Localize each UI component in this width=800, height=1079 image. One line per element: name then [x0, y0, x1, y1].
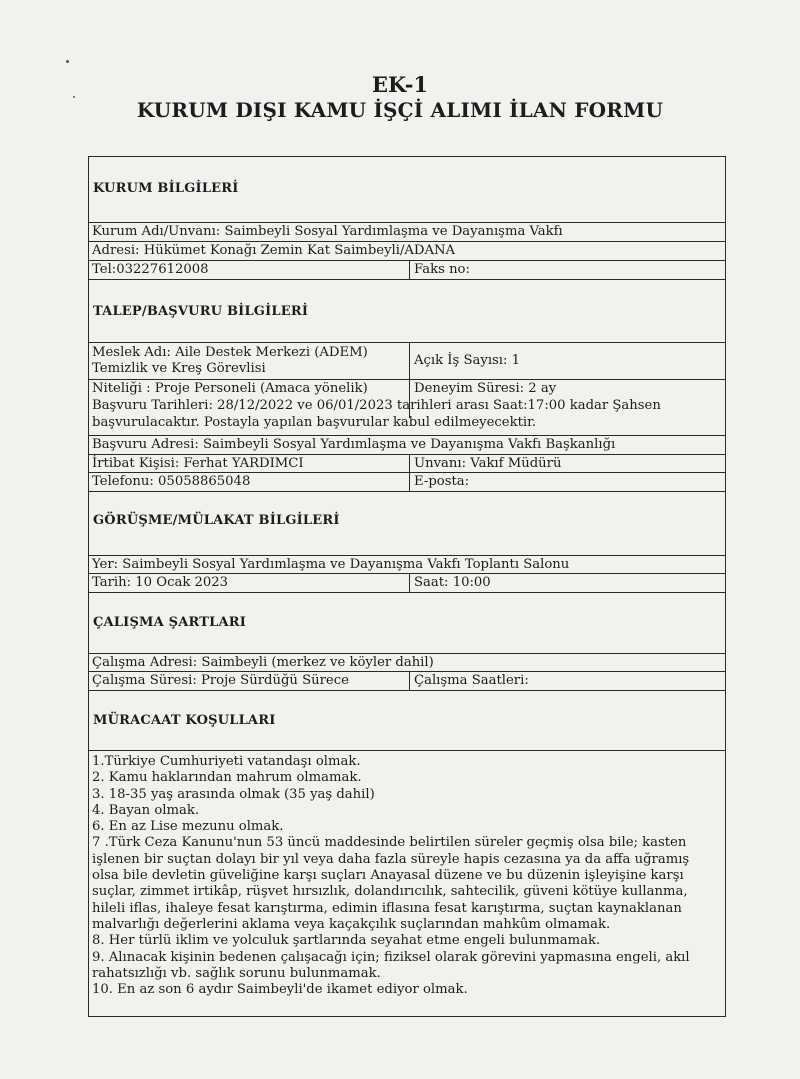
position-quality: Niteliği : Proje Personeli (Amaca yönelik) — [92, 381, 368, 396]
form-title: KURUM DIŞI KAMU İŞÇİ ALIMI İLAN FORMU — [136, 98, 664, 122]
condition-item: 8. Her türlü iklim ve yolculuk şartlarında seyahat etme engeli bulunmamak. — [92, 933, 601, 949]
application-address: Başvuru Adresi: Saimbeyli Sosyal Yardımlaşma ve Dayanışma Vakfı Başkanlığı — [92, 437, 616, 452]
row-divider — [89, 573, 725, 574]
institution-phone: Tel:03227612008 — [92, 262, 209, 277]
row-divider — [89, 260, 725, 261]
job-title-line1: Meslek Adı: Aile Destek Merkezi (ADEM) — [92, 345, 368, 360]
row-divider — [89, 222, 725, 223]
row-divider — [89, 241, 725, 242]
row-divider — [89, 690, 725, 691]
section-heading-talep: TALEP/BAŞVURU BİLGİLERİ — [93, 304, 309, 319]
work-hours: Çalışma Saatleri: — [414, 673, 529, 688]
row-divider — [89, 454, 725, 455]
open-positions: Açık İş Sayısı: 1 — [414, 353, 521, 368]
contact-person: İrtibat Kişisi: Ferhat YARDIMCI — [92, 456, 304, 471]
condition-item: 1.Türkiye Cumhuriyeti vatandaşı olmak. — [92, 754, 361, 769]
interview-place: Yer: Saimbeyli Sosyal Yardımlaşma ve Dayanışma Vakfı Toplantı Salonu — [92, 557, 570, 572]
condition-item: 3. 18-35 yaş arasında olmak (35 yaş dahil) — [92, 786, 375, 802]
condition-item: 7 .Türk Ceza Kanunu'nun 53 üncü maddesinde belirtilen süreler geçmiş olsa bile; kasten işlenen bir suçtan dolayı bir yıl veya daha fazla süreyle hapis cezasına ya da affa uğramış olsa bile devletin güveliğine karşı suçları Anayasal düzene ve bu düzenin işleyişine karşı suçlar, zimmet irtikâp, rüşvet hırsızlık, dolandırıcılık, sahtecilik, güveni kötüye kullanma, hileli iflas, ihaleye fesat karıştırma, edimin iflasına fesat karıştırma, suçtan kaynaklanan malvarlığı değerlerini aklama veya kaçakçılık suçlarından mahkûm olmamak. — [92, 835, 690, 932]
row-divider — [89, 653, 725, 654]
annex-label: EK-1 — [371, 72, 429, 97]
contact-email: E-posta: — [414, 474, 470, 489]
interview-time: Saat: 10:00 — [414, 575, 491, 590]
contact-phone: Telefonu: 05058865048 — [92, 474, 251, 489]
row-divider — [89, 435, 725, 436]
condition-item: 10. En az son 6 aydır Saimbeyli'de ikamet ediyor olmak. — [92, 982, 468, 998]
contact-title: Unvanı: Vakıf Müdürü — [414, 456, 562, 471]
condition-item: 4. Bayan olmak. — [92, 802, 200, 818]
condition-item: 6. En az Lise mezunu olmak. — [92, 819, 284, 835]
row-divider — [89, 750, 725, 751]
row-divider — [89, 379, 725, 380]
work-address: Çalışma Adresi: Saimbeyli (merkez ve köyler dahil) — [92, 655, 434, 670]
row-divider — [89, 555, 725, 556]
institution-name: Kurum Adı/Unvanı: Saimbeyli Sosyal Yardımlaşma ve Dayanışma Vakfı — [92, 224, 563, 239]
work-duration: Çalışma Süresi: Proje Sürdüğü Sürece — [92, 673, 349, 688]
institution-fax: Faks no: — [414, 262, 470, 277]
row-divider — [89, 342, 725, 343]
application-dates: Başvuru Tarihleri: 28/12/2022 ve 06/01/2023 tarihleri arası Saat:17:00 kadar Şahsen başvurulacaktır. Postayla yapılan başvurular kabul edilmeyecektir. — [92, 398, 661, 430]
row-divider — [89, 671, 725, 672]
section-heading-kurum: KURUM BİLGİLERİ — [93, 181, 239, 196]
row-divider — [89, 279, 725, 280]
form-table — [88, 156, 726, 1017]
column-divider — [409, 573, 410, 592]
column-divider — [409, 260, 410, 279]
job-title-line2: Temizlik ve Kreş Görevlisi — [92, 361, 266, 376]
institution-address: Adresi: Hükümet Konağı Zemin Kat Saimbeyli/ADANA — [92, 243, 456, 258]
scan-speck — [66, 60, 69, 63]
application-conditions-list — [92, 754, 719, 998]
section-heading-gorusme: GÖRÜŞME/MÜLAKAT BİLGİLERİ — [93, 513, 340, 528]
section-heading-calisma: ÇALIŞMA ŞARTLARI — [93, 615, 247, 630]
interview-date: Tarih: 10 Ocak 2023 — [92, 575, 229, 590]
row-divider — [89, 491, 725, 492]
column-divider — [409, 671, 410, 690]
condition-item: 9. Alınacak kişinin bedenen çalışacağı için; fiziksel olarak görevini yapmasına engeli, akıl rahatsızlığı vb. sağlık sorunu bulunmamak. — [92, 949, 690, 981]
experience-duration: Deneyim Süresi: 2 ay — [414, 381, 557, 396]
row-divider — [89, 592, 725, 593]
row-divider — [89, 472, 725, 473]
condition-item: 2. Kamu haklarından mahrum olmamak. — [92, 770, 362, 786]
section-heading-muracaat: MÜRACAAT KOŞULLARI — [93, 713, 276, 728]
